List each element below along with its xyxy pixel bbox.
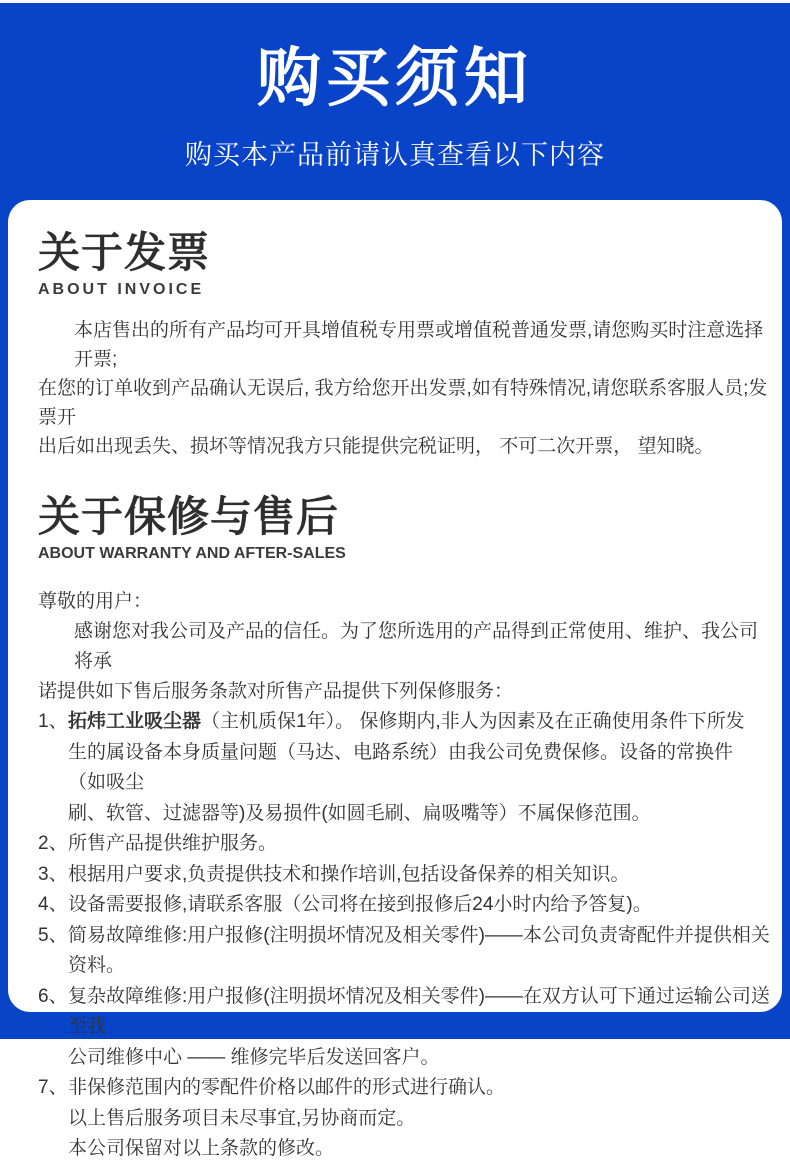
warranty-terms-list <box>38 707 770 1104</box>
item-line-text: （主机质保1年）。 保修期内,非人为因素及在正确使用条件下所发 <box>201 711 745 732</box>
list-item <box>38 860 770 891</box>
item-number: 3、 <box>38 863 68 885</box>
page-title: 购买须知 <box>257 42 533 114</box>
invoice-section <box>38 230 770 461</box>
intro-line: 感谢您对我公司及产品的信任。为了您所选用的产品得到正常使用、维护、我公司将承 <box>74 621 759 672</box>
list-item <box>38 982 770 1074</box>
banner <box>0 3 790 172</box>
list-item <box>38 1073 770 1104</box>
closing-notes <box>68 1104 770 1165</box>
item-number: 4、 <box>38 894 68 915</box>
closing-line: 本公司保留对以上条款的修改。 <box>68 1138 335 1159</box>
invoice-line: 本店售出的所有产品均可开具增值税专用票或增值税普通发票,请您购买时注意选择开票; <box>74 320 764 370</box>
item-line: 公司维修中心 —— 维修完毕后发送回客户。 <box>68 1046 440 1068</box>
invoice-line: 出后如出现丢失、损坏等情况我方只能提供完税证明， 不可二次开票， 望知晓。 <box>38 436 714 457</box>
page-subtitle: 购买本产品前请认真查看以下内容 <box>185 140 605 171</box>
item-line: 刷、软管、过滤器等)及易损件(如圆毛刷、扁吸嘴等）不属保修范围。 <box>68 802 651 824</box>
list-item <box>38 829 770 860</box>
invoice-paragraph <box>38 316 770 461</box>
list-item <box>38 921 770 982</box>
notice-card <box>8 200 782 1159</box>
item-line: 设备需要报修,请联系客服（公司将在接到报修后24小时内给予答复)。 <box>68 894 652 915</box>
item-line: 非保修范围内的零配件价格以邮件的形式进行确认。 <box>68 1077 506 1098</box>
item-number: 7、 <box>38 1077 68 1098</box>
item-number: 5、 <box>38 924 68 946</box>
item-line: 复杂故障维修:用户报修(注明损坏情况及相关零件)——在双方认可下通过运输公司送至我 <box>68 985 770 1037</box>
invoice-heading: 关于发票 <box>38 229 211 276</box>
closing-line: 以上售后服务项目未尽事宜,另协商而定。 <box>68 1107 416 1129</box>
item-line: 简易故障维修:用户报修(注明损坏情况及相关零件)——本公司负责寄配件并提供相关资料。 <box>68 924 770 976</box>
warranty-subheading: ABOUT WARRANTY AND AFTER-SALES <box>38 545 346 562</box>
salutation: 尊敬的用户： <box>38 591 153 612</box>
item-line: 所售产品提供维护服务。 <box>68 833 278 854</box>
item-number: 6、 <box>38 985 68 1007</box>
item-number: 2、 <box>38 833 68 854</box>
invoice-subheading: ABOUT INVOICE <box>38 281 205 298</box>
item-line <box>68 707 770 738</box>
item-number: 1、 <box>38 711 68 732</box>
invoice-line: 在您的订单收到产品确认无误后, 我方给您开出发票,如有特殊情况,请您联系客服人员;发票开 <box>38 378 768 428</box>
product-name: 拓炜工业吸尘器 <box>68 711 202 732</box>
warranty-intro <box>38 617 770 707</box>
intro-line: 诺提供如下售后服务条款对所售产品提供下列保修服务： <box>38 681 514 702</box>
item-line: 根据用户要求,负责提供技术和操作培训,包括设备保养的相关知识。 <box>68 863 630 885</box>
item-line: 生的属设备本身质量问题（马达、电路系统）由我公司免费保修。设备的常换件（如吸尘 <box>68 741 734 793</box>
list-item <box>38 707 770 829</box>
warranty-heading: 关于保修与售后 <box>38 493 340 540</box>
list-item <box>38 890 770 921</box>
warranty-section <box>38 494 770 1165</box>
